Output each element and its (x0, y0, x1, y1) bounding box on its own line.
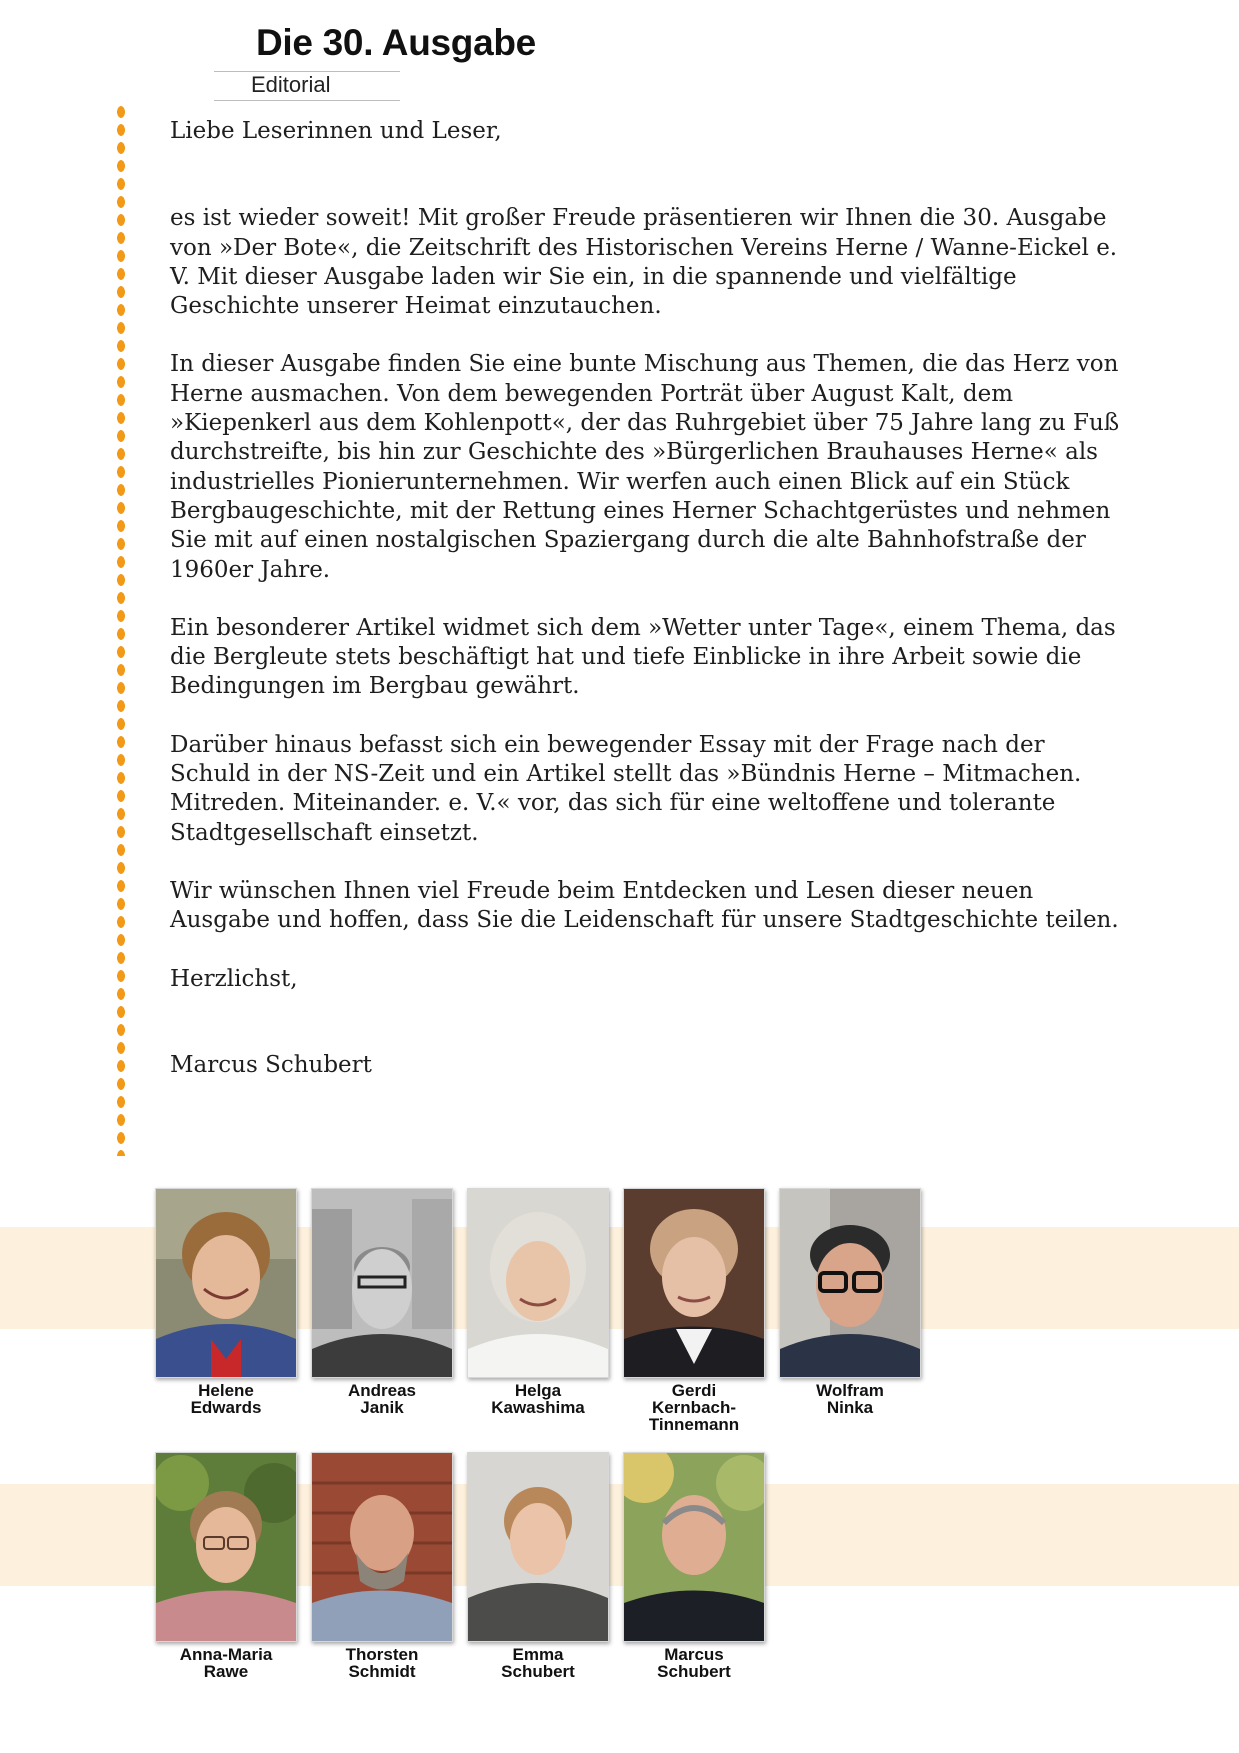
author-last-name: Ninka (826, 1398, 874, 1417)
author-last-name: Kawashima (491, 1398, 585, 1417)
letter-closing: Herzlichst, (170, 965, 298, 992)
author-first-name: Emma (512, 1645, 564, 1664)
author-card (155, 1188, 297, 1416)
section-label: Editorial (214, 71, 400, 101)
author-last-name: Rawe (203, 1662, 249, 1681)
author-name (779, 1382, 921, 1416)
author-card (623, 1452, 765, 1680)
author-photo (311, 1452, 453, 1642)
author-last-name: Schmidt (348, 1662, 416, 1681)
author-first-name: Anna-Maria (179, 1645, 273, 1664)
author-name (311, 1646, 453, 1680)
letter-paragraph: Darüber hinaus befasst sich ein bewegender Essay mit der Frage nach der Schuld in der NS-Zeit und ein Artikel stellt das »Bündnis Herne – Mitmachen. Mitreden. Miteinander. e. V.« vor, das sich für eine weltoffene und tolerante Stadtgesellschaft einsetzt. (170, 731, 1082, 846)
author-card (779, 1188, 921, 1416)
letter-paragraph: In dieser Ausgabe finden Sie eine bunte Mischung aus Themen, die das Herz von Herne ausmachen. Von dem bewegenden Porträt über August Kalt, dem »Kiepenkerl aus dem Kohlenpott«, der das Ruhrgebiet über 75 Jahre lang zu Fuß durchstreifte, bis hin zur Geschichte des »Bürgerlichen Brauhauses Herne« als industrielles Pionierunternehmen. Wir werfen auch einen Blick auf ein Stück Bergbaugeschichte, mit der Rettung eines Herner Schachtgerüstes und nehmen Sie mit auf einen nostalgischen Spaziergang durch die alte Bahnhofstraße der 1960er Jahre. (170, 351, 1120, 583)
page-title: Die 30. Ausgabe (256, 22, 536, 63)
author-card (467, 1188, 609, 1416)
author-last-name: Schubert (501, 1662, 575, 1681)
author-first-name: Helga (514, 1381, 562, 1400)
author-photo (623, 1452, 765, 1642)
author-name (155, 1382, 297, 1416)
author-name (467, 1646, 609, 1680)
author-first-name: Thorsten (345, 1645, 419, 1664)
author-name (467, 1382, 609, 1416)
author-last-name: Kernbach- (651, 1398, 737, 1417)
letter-paragraph: es ist wieder soweit! Mit großer Freude präsentieren wir Ihnen die 30. Ausgabe von »Der Bote«, die Zeitschrift des Historischen Vereins Herne / Wanne-Eickel e. V. Mit dieser Ausgabe laden wir Sie ein, in die spannende und vielfältige Geschichte unserer Heimat einzutauchen. (170, 205, 1118, 320)
author-photo (311, 1188, 453, 1378)
author-card (155, 1452, 297, 1680)
author-photo (467, 1188, 609, 1378)
author-card (623, 1188, 765, 1433)
author-photo (467, 1452, 609, 1642)
author-card (311, 1452, 453, 1680)
author-card (311, 1188, 453, 1416)
author-last-name: Schubert (657, 1662, 731, 1681)
author-name (155, 1646, 297, 1680)
author-first-name: Helene (198, 1381, 254, 1400)
author-first-name: Marcus (664, 1645, 724, 1664)
author-photo (779, 1188, 921, 1378)
author-last-name: Edwards (190, 1398, 262, 1417)
letter-paragraph: Ein besonderer Artikel widmet sich dem »Wetter unter Tage«, einem Thema, das die Bergleute stets beschäftigt hat und tiefe Einblicke in ihre Arbeit sowie die Bedingungen im Bergbau gewährt. (170, 614, 1116, 700)
letter-paragraph: Wir wünschen Ihnen viel Freude beim Entdecken und Lesen dieser neuen Ausgabe und hoffen, dass Sie die Leidenschaft für unsere Stadtgeschichte teilen. (170, 877, 1119, 934)
letter-salutation: Liebe Leserinnen und Leser, (170, 118, 502, 144)
author-name (623, 1646, 765, 1680)
author-photo (155, 1188, 297, 1378)
author-photo (623, 1188, 765, 1378)
author-first-name: Andreas (347, 1381, 417, 1400)
author-name (623, 1382, 765, 1433)
author-last-name-2: Tinnemann (648, 1415, 740, 1434)
author-name (311, 1382, 453, 1416)
author-photo (155, 1452, 297, 1642)
author-last-name: Janik (360, 1398, 404, 1417)
author-first-name: Wolfram (816, 1381, 884, 1400)
author-first-name: Gerdi (671, 1381, 717, 1400)
author-card (467, 1452, 609, 1680)
letter-signature: Marcus Schubert (170, 1051, 372, 1078)
